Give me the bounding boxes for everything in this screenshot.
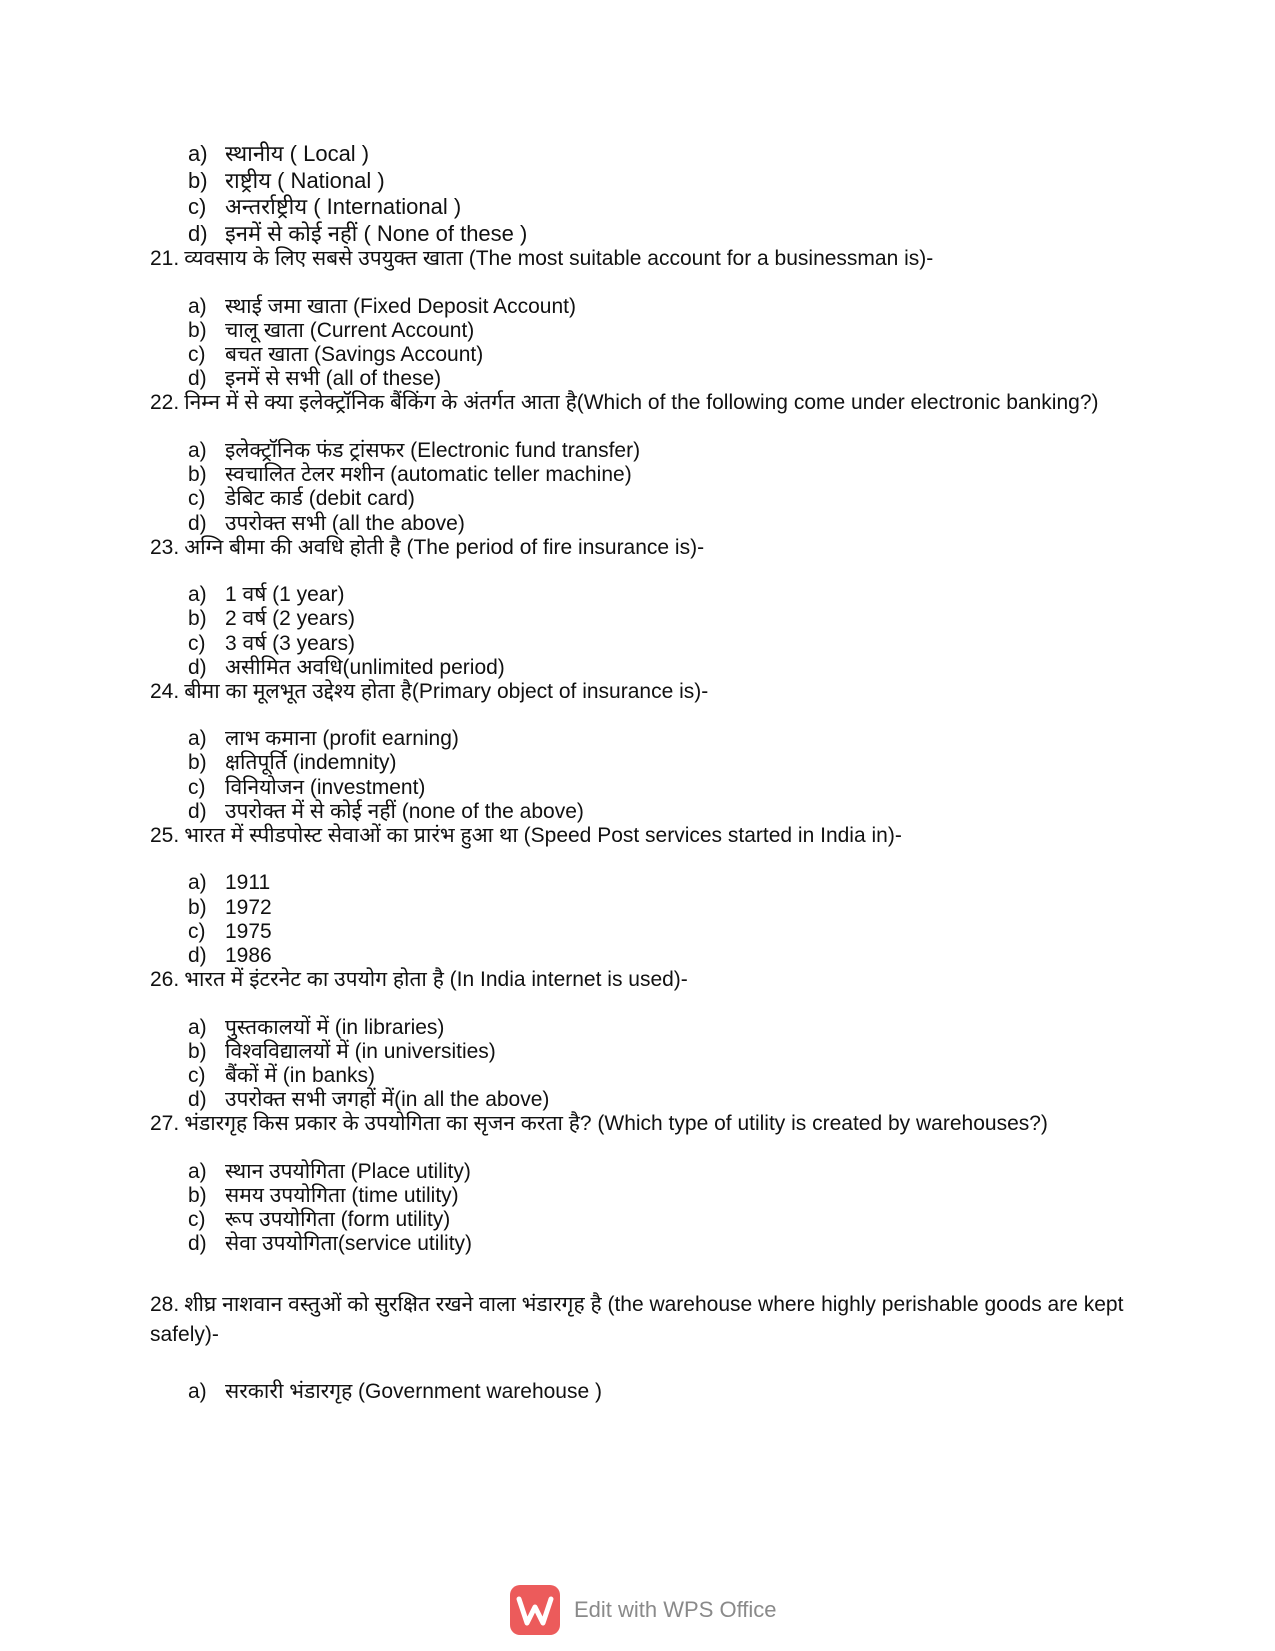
answer-option xyxy=(188,194,461,220)
question-number: 24. xyxy=(150,680,180,703)
option-label: d) xyxy=(188,512,207,535)
option-label: a) xyxy=(188,583,207,606)
answer-option xyxy=(188,775,425,801)
option-text: स्वचालित टेलर मशीन (automatic teller machine) xyxy=(225,463,632,486)
answer-option xyxy=(188,1207,450,1233)
option-label: a) xyxy=(188,1160,207,1183)
option-text: चालू खाता (Current Account) xyxy=(225,319,475,342)
question xyxy=(150,679,708,705)
question-number: 25. xyxy=(150,824,180,847)
answer-option xyxy=(188,1379,602,1405)
option-text: 3 वर्ष (3 years) xyxy=(225,632,356,655)
option-label: a) xyxy=(188,1380,207,1403)
option-label: a) xyxy=(188,727,207,750)
answer-option xyxy=(188,1159,471,1185)
option-text: बचत खाता (Savings Account) xyxy=(225,343,484,366)
option-label: c) xyxy=(188,1064,206,1087)
question-text: बीमा का मूलभूत उद्देश्य होता है(Primary object of insurance is)- xyxy=(184,680,709,703)
option-text: स्थान उपयोगिता (Place utility) xyxy=(225,1160,471,1183)
option-label: c) xyxy=(188,343,206,366)
option-text: 2 वर्ष (2 years) xyxy=(225,607,356,630)
option-text: विनियोजन (investment) xyxy=(225,776,426,799)
option-text: इनमें से सभी (all of these) xyxy=(225,367,442,390)
option-label: a) xyxy=(188,871,207,894)
option-text: इलेक्ट्रॉनिक फंड ट्रांसफर (Electronic fund transfer) xyxy=(225,439,641,462)
option-label: a) xyxy=(188,439,207,462)
answer-option xyxy=(188,141,369,167)
question-number: 21. xyxy=(150,247,180,270)
option-label: c) xyxy=(188,776,206,799)
answer-option xyxy=(188,1015,444,1041)
option-label: c) xyxy=(188,194,207,219)
option-text: उपरोक्त सभी (all the above) xyxy=(225,512,465,535)
answer-option xyxy=(188,750,397,776)
answer-option xyxy=(188,221,527,247)
answer-option xyxy=(188,438,640,464)
answer-option xyxy=(188,318,474,344)
answer-option xyxy=(188,342,483,368)
option-label: b) xyxy=(188,1184,207,1207)
answer-option xyxy=(188,486,415,512)
answer-option xyxy=(188,726,459,752)
option-text: राष्ट्रीय ( National ) xyxy=(225,168,385,193)
option-label: b) xyxy=(188,463,207,486)
option-text: विश्वविद्यालयों में (in universities) xyxy=(225,1040,496,1063)
option-text: 1972 xyxy=(225,896,272,919)
option-label: b) xyxy=(188,168,208,193)
option-text: इनमें से कोई नहीं ( None of these ) xyxy=(225,221,528,246)
option-label: d) xyxy=(188,944,207,967)
option-label: c) xyxy=(188,487,206,510)
option-text: सरकारी भंडारगृह (Government warehouse ) xyxy=(225,1380,602,1403)
question xyxy=(150,1111,1048,1137)
option-label: c) xyxy=(188,1208,206,1231)
option-label: b) xyxy=(188,607,207,630)
question xyxy=(150,390,1099,416)
option-text: उपरोक्त में से कोई नहीं (none of the above) xyxy=(225,800,584,823)
answer-option xyxy=(188,294,576,320)
option-label: d) xyxy=(188,1088,207,1111)
question xyxy=(150,967,688,993)
question-number: 27. xyxy=(150,1112,180,1135)
answer-option xyxy=(188,606,355,632)
question-number: 22. xyxy=(150,391,180,414)
option-label: d) xyxy=(188,1232,207,1255)
answer-option xyxy=(188,168,385,194)
option-text: असीमित अवधि(unlimited period) xyxy=(225,656,505,679)
answer-option xyxy=(188,655,505,681)
answer-option xyxy=(188,919,272,945)
option-label: a) xyxy=(188,141,208,166)
option-text: 1986 xyxy=(225,944,272,967)
option-label: d) xyxy=(188,367,207,390)
question-number: 28. xyxy=(150,1293,180,1316)
question-text: भंडारगृह किस प्रकार के उपयोगिता का सृजन करता है? (Which type of utility is created by warehouses?) xyxy=(184,1112,1048,1135)
option-label: d) xyxy=(188,656,207,679)
option-label: b) xyxy=(188,896,207,919)
answer-option xyxy=(188,870,270,896)
option-text: सेवा उपयोगिता(service utility) xyxy=(225,1232,473,1255)
question-text: निम्न में से क्या इलेक्ट्रॉनिक बैंकिंग के अंतर्गत आता है(Which of the following come under electronic banking?) xyxy=(184,391,1099,414)
question-text: शीघ्र नाशवान वस्तुओं को सुरक्षित रखने वाला भंडारगृह है (the warehouse where highly perishable goods are kept safely)- xyxy=(150,1293,1124,1346)
question-text: अग्नि बीमा की अवधि होती है (The period of fire insurance is)- xyxy=(184,536,705,559)
option-text: स्थानीय ( Local ) xyxy=(225,141,370,166)
question xyxy=(150,535,704,561)
option-label: a) xyxy=(188,1016,207,1039)
answer-option xyxy=(188,1183,459,1209)
option-text: उपरोक्त सभी जगहों में(in all the above) xyxy=(225,1088,550,1111)
answer-option xyxy=(188,1231,472,1257)
option-label: c) xyxy=(188,920,206,943)
wps-logo-icon xyxy=(510,1585,560,1635)
option-text: रूप उपयोगिता (form utility) xyxy=(225,1208,451,1231)
option-text: स्थाई जमा खाता (Fixed Deposit Account) xyxy=(225,295,576,318)
answer-option xyxy=(188,366,441,392)
option-label: a) xyxy=(188,295,207,318)
option-label: b) xyxy=(188,1040,207,1063)
option-label: b) xyxy=(188,751,207,774)
question xyxy=(150,823,902,849)
option-text: डेबिट कार्ड (debit card) xyxy=(225,487,415,510)
question-text: भारत में स्पीडपोस्ट सेवाओं का प्रारंभ हुआ था (Speed Post services started in India in)- xyxy=(184,824,902,847)
option-text: अन्तर्राष्ट्रीय ( International ) xyxy=(225,194,462,219)
option-text: क्षतिपूर्ति (indemnity) xyxy=(225,751,397,774)
wps-watermark xyxy=(510,1585,777,1635)
wps-watermark-text: Edit with WPS Office xyxy=(574,1597,777,1622)
answer-option xyxy=(188,631,355,657)
answer-option xyxy=(188,895,272,921)
answer-option xyxy=(188,462,632,488)
question xyxy=(150,246,933,272)
answer-option xyxy=(188,1039,496,1065)
answer-option xyxy=(188,799,584,825)
option-text: 1911 xyxy=(225,871,271,894)
option-text: 1975 xyxy=(225,920,272,943)
question-text: व्यवसाय के लिए सबसे उपयुक्त खाता (The most suitable account for a businessman is)- xyxy=(184,247,934,270)
option-text: 1 वर्ष (1 year) xyxy=(225,583,345,606)
option-label: d) xyxy=(188,800,207,823)
option-label: c) xyxy=(188,632,206,655)
answer-option xyxy=(188,582,345,608)
question-number: 26. xyxy=(150,968,180,991)
question-text: भारत में इंटरनेट का उपयोग होता है (In India internet is used)- xyxy=(184,968,688,991)
option-text: बैंकों में (in banks) xyxy=(225,1064,375,1087)
answer-option xyxy=(188,511,465,537)
question xyxy=(150,1290,1140,1350)
option-label: d) xyxy=(188,221,208,246)
question-number: 23. xyxy=(150,536,180,559)
answer-option xyxy=(188,1087,549,1113)
option-label: b) xyxy=(188,319,207,342)
option-text: समय उपयोगिता (time utility) xyxy=(225,1184,459,1207)
option-text: पुस्तकालयों में (in libraries) xyxy=(225,1016,445,1039)
option-text: लाभ कमाना (profit earning) xyxy=(225,727,459,750)
answer-option xyxy=(188,1063,375,1089)
answer-option xyxy=(188,943,272,969)
